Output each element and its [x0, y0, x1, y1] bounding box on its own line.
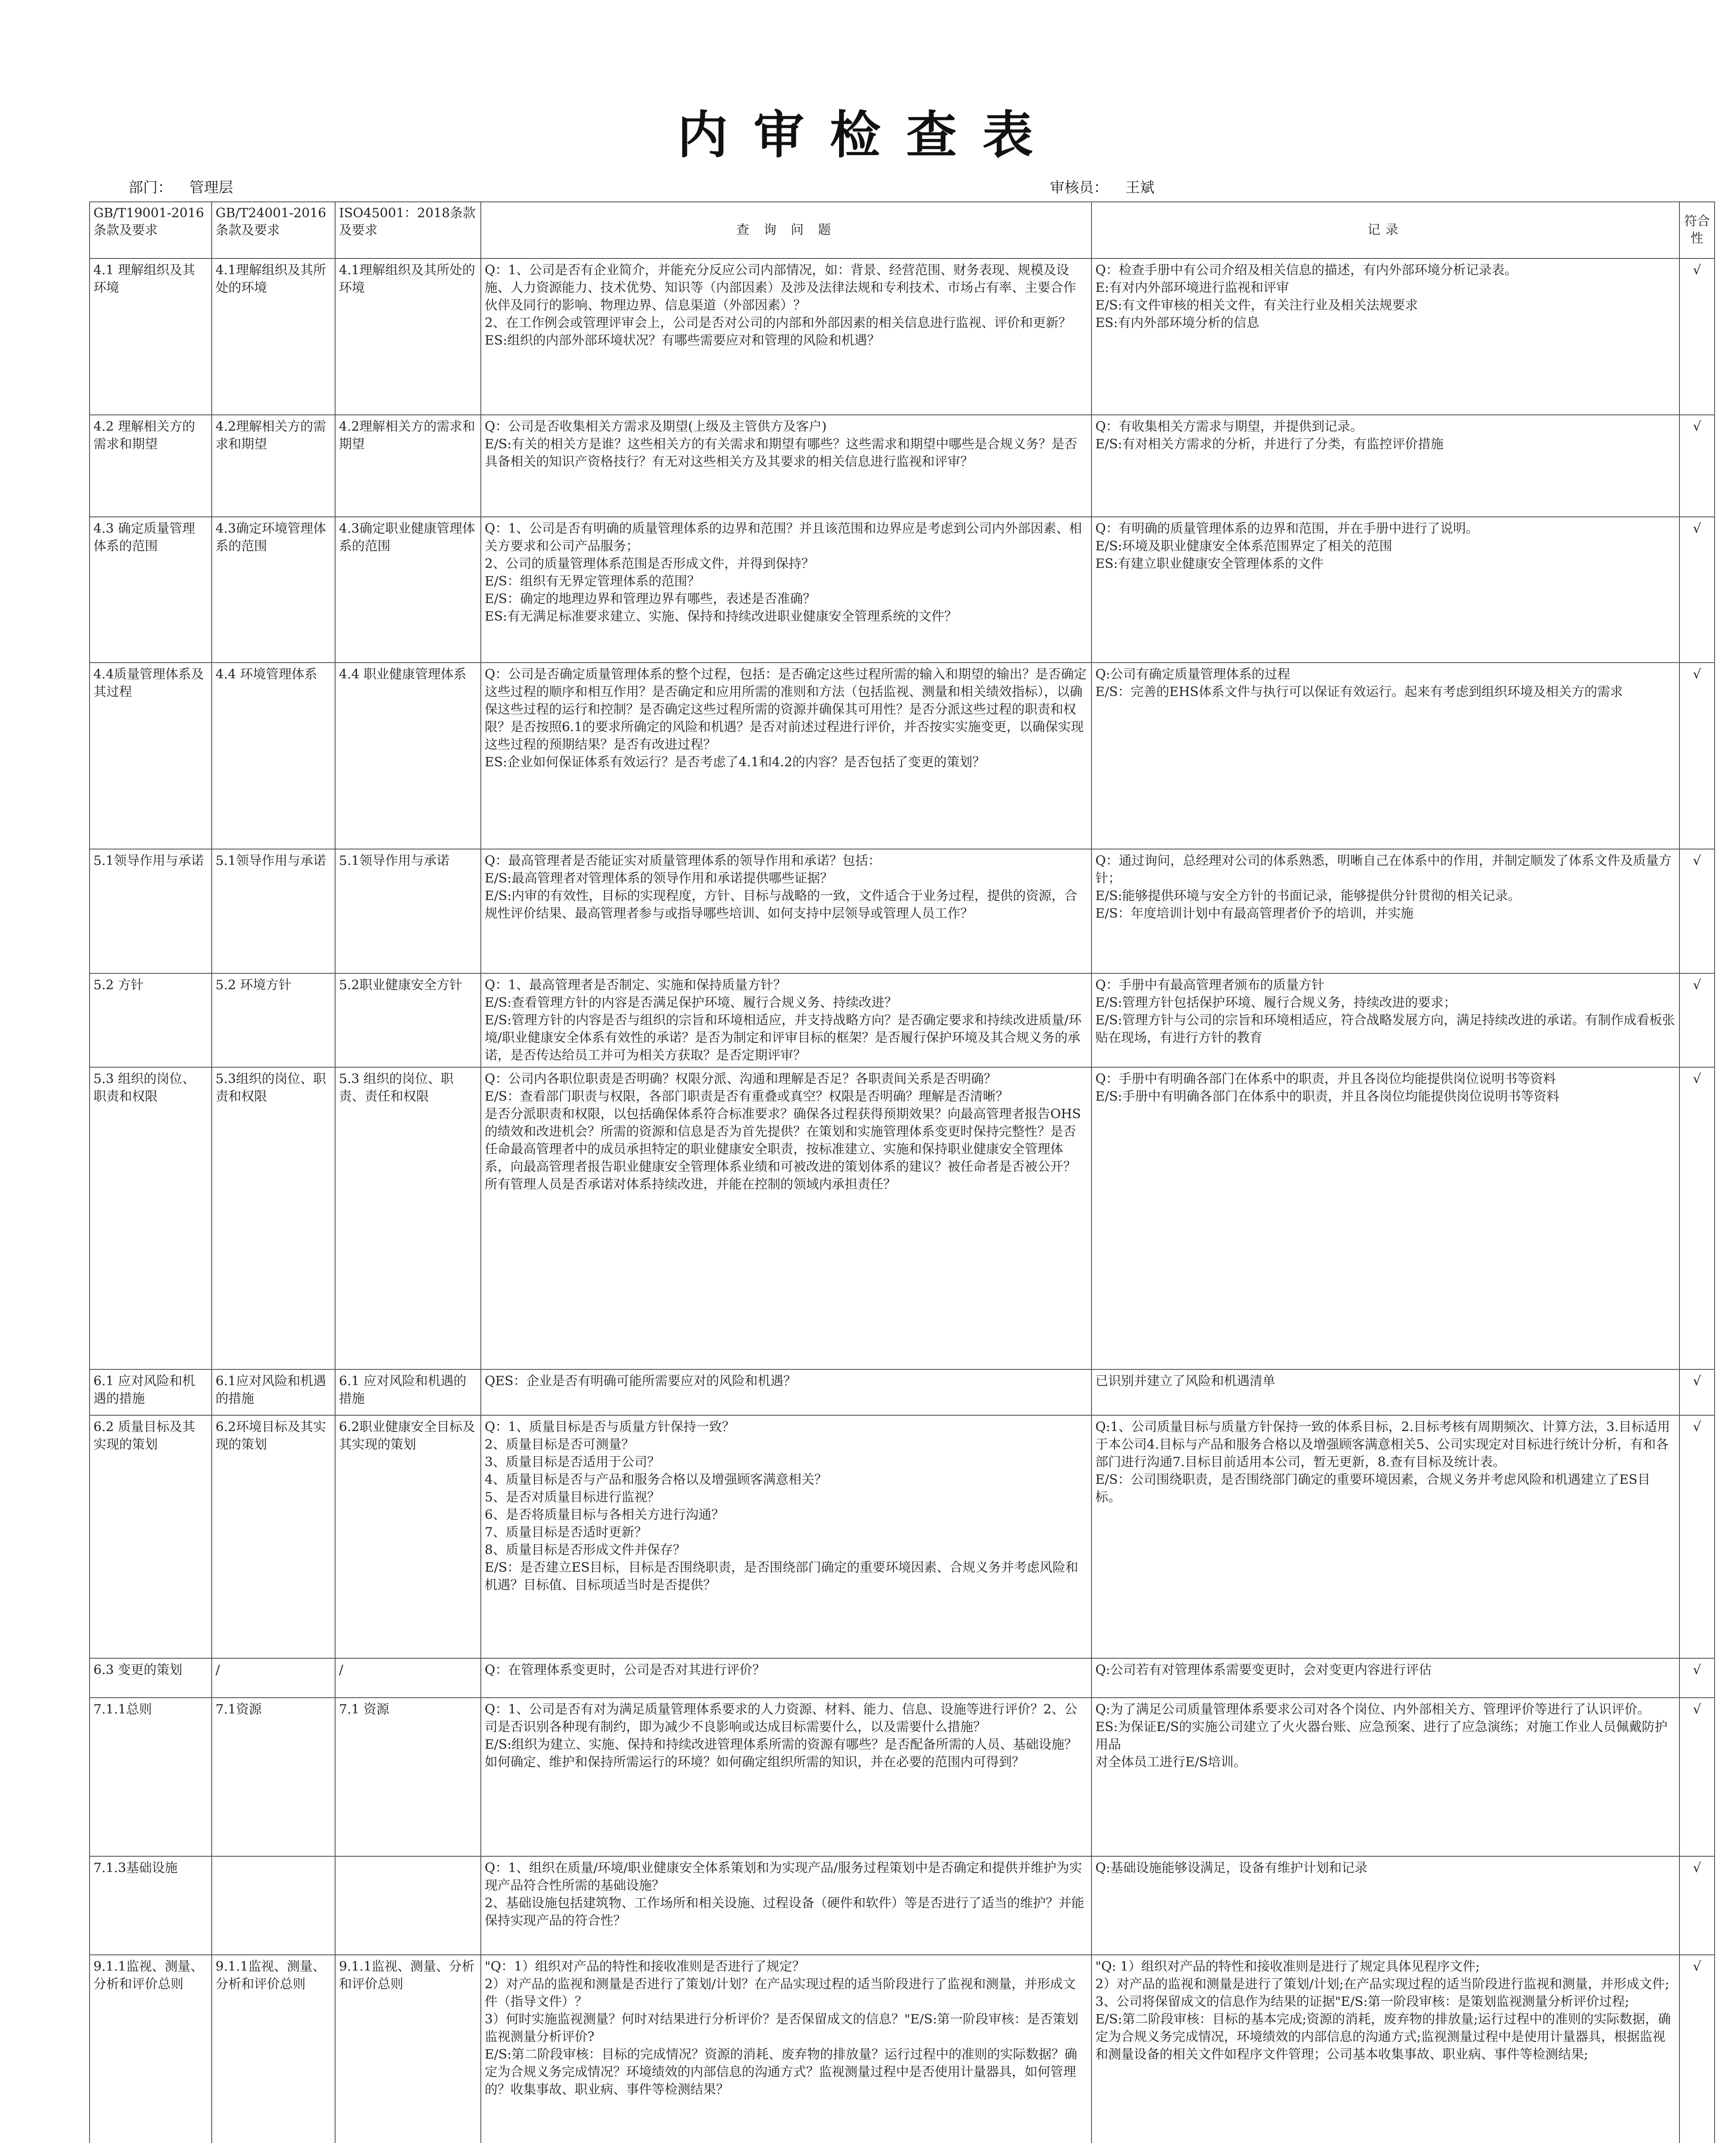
record-cell: Q：手册中有明确各部门在体系中的职责，并且各岗位均能提供岗位说明书等资料 E/S:手册中有明确各部门在体系中的职责，并且各岗位均能提供岗位说明书等资料 — [1091, 1067, 1679, 1369]
header-gb24001: GB/T24001-2016条款及要求 — [212, 202, 335, 258]
clause-gb19001: 7.1.3基础设施 — [90, 1856, 212, 1955]
header-conformity: 符合性 — [1679, 202, 1715, 258]
table-row — [90, 1067, 1715, 1369]
conformity-mark: √ — [1679, 517, 1715, 663]
audit-checklist-table — [89, 201, 1715, 2143]
record-cell: Q:公司有确定质量管理体系的过程 E/S：完善的EHS体系文件与执行可以保证有效运行。起来有考虑到组织环境及相关方的需求 — [1091, 663, 1679, 849]
conformity-mark: √ — [1679, 973, 1715, 1067]
header-gb19001: GB/T19001-2016条款及要求 — [90, 202, 212, 258]
conformity-mark: √ — [1679, 258, 1715, 415]
clause-gb24001: 6.2环境目标及其实现的策划 — [212, 1415, 335, 1658]
clause-iso45001: 5.1领导作用与承诺 — [335, 849, 481, 973]
clause-gb24001: 6.1应对风险和机遇的措施 — [212, 1369, 335, 1415]
clause-iso45001: 6.1 应对风险和机遇的措施 — [335, 1369, 481, 1415]
table-row — [90, 1658, 1715, 1698]
record-cell: Q：检查手册中有公司介绍及相关信息的描述，有内外部环境分析记录表。 E:有对内外部环境进行监视和评审 E/S:有文件审核的相关文件，有关注行业及相关法规要求 ES:有内外部环境分析的信息 — [1091, 258, 1679, 415]
clause-gb19001: 6.1 应对风险和机遇的措施 — [90, 1369, 212, 1415]
reviewer-info — [1050, 176, 1154, 197]
clause-iso45001: 6.2职业健康安全目标及其实现的策划 — [335, 1415, 481, 1658]
table-header-row — [90, 202, 1715, 258]
question-cell: Q：1、公司是否有企业简介，并能充分反应公司内部情况，如：背景、经营范围、财务表现、规模及设施、人力资源能力、技术优势、知识等（内部因素）及涉及法律法规和专利技术、市场占有率、主要合作伙伴及同行的影响、物理边界、信息渠道（外部因素）？ 2、在工作例会或管理评审会上，公司是否对公司的内部和外部因素的相关信息进行监视、评价和更新？ ES:组织的内部外部环境状况？有哪些需要应对和管理的风险和机遇？ — [481, 258, 1091, 415]
clause-iso45001: 5.3 组织的岗位、职责、责任和权限 — [335, 1067, 481, 1369]
clause-gb24001 — [212, 1856, 335, 1955]
clause-gb19001: 5.2 方针 — [90, 973, 212, 1067]
conformity-mark: √ — [1679, 1369, 1715, 1415]
clause-gb24001: 9.1.1监视、测量、分析和评价总则 — [212, 1955, 335, 2143]
question-cell: Q：1、组织在质量/环境/职业健康安全体系策划和为实现产品/服务过程策划中是否确定和提供并维护为实现产品符合性所需的基础设施？ 2、基础设施包括建筑物、工作场所和相关设施、过程设备（硬件和软件）等是否进行了适当的维护？并能保持实现产品的符合性？ — [481, 1856, 1091, 1955]
question-cell: Q：在管理体系变更时，公司是否对其进行评价？ — [481, 1658, 1091, 1698]
question-cell: Q：最高管理者是否能证实对质量管理体系的领导作用和承诺？包括： E/S:最高管理者对管理体系的领导作用和承诺提供哪些证据？ E/S:内审的有效性，目标的实现程度，方针、目标与战略的一致，文件适合于业务过程，提供的资源，合规性评价结果、最高管理者参与或指导哪些培训、如何支持中层领导或管理人员工作？ — [481, 849, 1091, 973]
question-cell: Q：1、最高管理者是否制定、实施和保持质量方针？ E/S:查看管理方针的内容是否满足保护环境、履行合规义务、持续改进？ E/S:管理方针的内容是否与组织的宗旨和环境相适应，并支持战略方向？是否确定要求和持续改进质量/环境/职业健康安全体系有效性的承诺？是否为制定和评审目标的框架？是否履行保护环境及其合规义务的承诺，是否传达给员工并可为相关方获取？是否定期评审？ — [481, 973, 1091, 1067]
clause-iso45001: / — [335, 1658, 481, 1698]
clause-iso45001: 9.1.1监视、测量、分析和评价总则 — [335, 1955, 481, 2143]
department-label: 部门： — [129, 179, 172, 196]
conformity-mark: √ — [1679, 1955, 1715, 2143]
table-row — [90, 849, 1715, 973]
clause-gb19001: 9.1.1监视、测量、分析和评价总则 — [90, 1955, 212, 2143]
question-cell: Q：公司内各职位职责是否明确？权限分派、沟通和理解是否足？各职责间关系是否明确？ E/S：查看部门职责与权限，各部门职责是否有重叠或真空？权限是否明确？理解是否清晰？ 是否分派职责和权限，以包括确保体系符合标准要求？确保各过程获得预期效果？向最高管理者报告OHS的绩效和改进机会？所需的资源和信息是否为首先提供？在策划和实施管理体系变更时保持完整性？是否任命最高管理者中的成员承担特定的职业健康安全职责，按标准建立、实施和保持职业健康安全管理体系，向最高管理者报告职业健康安全管理体系业绩和可被改进的策划体系的建议？被任命者是否被公开？所有管理人员是否承诺对体系持续改进，并能在控制的领域内承担责任？ — [481, 1067, 1091, 1369]
clause-iso45001: 5.2职业健康安全方针 — [335, 973, 481, 1067]
record-cell: Q：有收集相关方需求与期望，并提供到记录。 E/S:有对相关方需求的分析，并进行了分类，有监控评价措施 — [1091, 415, 1679, 517]
record-cell: "Q: 1）组织对产品的特性和接收准则是进行了规定具体见程序文件; 2）对产品的监视和测量是进行了策划/计划;在产品实现过程的适当阶段进行监视和测量，并形成文件;3、公司将保留成文的信息作为结果的证据"E/S:第一阶段审核：是策划监视测量分析评价过程; E/S:第二阶段审核：目标的基本完成;资源的消耗，废弃物的排放量;运行过程中的准则的实际数据，确定为合规义务完成情况，环境绩效的内部信息的沟通方式;监视测量过程中是使用计量器具，根据监视和测量设备的相关文件如程序文件管理；公司基本收集事故、职业病、事件等检测结果; — [1091, 1955, 1679, 2143]
record-cell: Q:基础设施能够设满足，设备有维护计划和记录 — [1091, 1856, 1679, 1955]
record-cell: Q：有明确的质量管理体系的边界和范围，并在手册中进行了说明。 E/S:环境及职业健康安全体系范围界定了相关的范围 ES:有建立职业健康安全管理体系的文件 — [1091, 517, 1679, 663]
clause-gb19001: 6.3 变更的策划 — [90, 1658, 212, 1698]
conformity-mark: √ — [1679, 1698, 1715, 1856]
question-cell: Q：1、公司是否有对为满足质量管理体系要求的人力资源、材料、能力、信息、设施等进行评价？2、公司是否识别各种现有制约，即为减少不良影响或达成目标需要什么，以及需要什么措施？ E/S:组织为建立、实施、保持和持续改进管理体系所需的资源有哪些？是否配备所需的人员、基础设施？如何确定、维护和保持所需运行的环境？如何确定组织所需的知识，并在必要的范围内可得到？ — [481, 1698, 1091, 1856]
conformity-mark: √ — [1679, 1415, 1715, 1658]
department-info — [129, 176, 233, 197]
reviewer-value: 王斌 — [1125, 179, 1154, 196]
question-cell: Q：公司是否收集相关方需求及期望(上级及主管供方及客户) E/S:有关的相关方是谁？这些相关方的有关需求和期望有哪些？这些需求和期望中哪些是合规义务？是否具备相关的知识产资格技行？有无对这些相关方及其要求的相关信息进行监视和评审？ — [481, 415, 1091, 517]
question-cell: QES：企业是否有明确可能所需要应对的风险和机遇？ — [481, 1369, 1091, 1415]
question-cell: Q：1、公司是否有明确的质量管理体系的边界和范围？并且该范围和边界应是考虑到公司内外部因素、相关方要求和公司产品服务； 2、公司的质量管理体系范围是否形成文件，并得到保持？ E/S：组织有无界定管理体系的范围？ E/S：确定的地理边界和管理边界有哪些，表述是否准确？ ES:有无满足标准要求建立、实施、保持和持续改进职业健康安全管理系统的文件？ — [481, 517, 1091, 663]
clause-iso45001: 4.2理解相关方的需求和期望 — [335, 415, 481, 517]
record-cell: Q：手册中有最高管理者颁布的质量方针 E/S:管理方针包括保护环境、履行合规义务，持续改进的要求； E/S:管理方针与公司的宗旨和环境相适应，符合战略发展方向，满足持续改进的承诺。有制作成看板张贴在现场，有进行方针的教育 — [1091, 973, 1679, 1067]
table-row — [90, 258, 1715, 415]
clause-gb24001: 5.3组织的岗位、职责和权限 — [212, 1067, 335, 1369]
clause-gb19001: 7.1.1总则 — [90, 1698, 212, 1856]
table-row — [90, 663, 1715, 849]
record-cell: Q:为了满足公司质量管理体系要求公司对各个岗位、内外部相关方、管理评价等进行了认识评价。 ES:为保证E/S的实施公司建立了火火器台账、应急预案、进行了应急演练；对施工作业人员佩戴防护用品 对全体员工进行E/S培训。 — [1091, 1698, 1679, 1856]
clause-gb19001: 5.3 组织的岗位、职责和权限 — [90, 1067, 212, 1369]
table-row — [90, 1955, 1715, 2143]
clause-iso45001: 4.1理解组织及其所处的环境 — [335, 258, 481, 415]
reviewer-label: 审核员： — [1050, 179, 1108, 196]
clause-gb24001: 4.4 环境管理体系 — [212, 663, 335, 849]
clause-iso45001: 4.4 职业健康管理体系 — [335, 663, 481, 849]
question-cell: Q：1、质量目标是否与质量方针保持一致？ 2、质量目标是否可测量？ 3、质量目标是否适用于公司？ 4、质量目标是否与产品和服务合格以及增强顾客满意相关？ 5、是否对质量目标进行监视？ 6、是否将质量目标与各相关方进行沟通？ 7、质量目标是否适时更新？ 8、质量目标是否形成文件并保存？ E/S：是否建立ES目标，目标是否围绕职责，是否围绕部门确定的重要环境因素、合规义务并考虑风险和机遇？目标值、目标项适当时是否提供？ — [481, 1415, 1091, 1658]
table-row — [90, 1698, 1715, 1856]
record-cell: Q：通过询问，总经理对公司的体系熟悉，明晰自己在体系中的作用，并制定顺发了体系文件及质量方针； E/S:能够提供环境与安全方针的书面记录，能够提供分针贯彻的相关记录。 E/S：年度培训计划中有最高管理者价予的培训，并实施 — [1091, 849, 1679, 973]
clause-gb19001: 4.1 理解组织及其环境 — [90, 258, 212, 415]
clause-gb24001: 7.1资源 — [212, 1698, 335, 1856]
clause-gb24001: 4.3确定环境管理体系的范围 — [212, 517, 335, 663]
conformity-mark: √ — [1679, 849, 1715, 973]
clause-gb19001: 4.4质量管理体系及其过程 — [90, 663, 212, 849]
table-row — [90, 1369, 1715, 1415]
clause-gb24001: 5.1领导作用与承诺 — [212, 849, 335, 973]
header-records: 记录 — [1091, 202, 1679, 258]
question-cell: Q：公司是否确定质量管理体系的整个过程，包括：是否确定这些过程所需的输入和期望的输出？是否确定这些过程的顺序和相互作用？是否确定和应用所需的准则和方法（包括监视、测量和相关绩效指标），以确保这些过程的运行和控制？是否确定这些过程所需的资源并确保其可用性？是否分派这些过程的职责和权限？是否按照6.1的要求所确定的风险和机遇？是否对前述过程进行评价，并否按实实施变更，以确保实现这些过程的预期结果？是否有改进过程？ ES:企业如何保证体系有效运行？是否考虑了4.1和4.2的内容？是否包括了变更的策划？ — [481, 663, 1091, 849]
clause-gb24001: 5.2 环境方针 — [212, 973, 335, 1067]
header-iso45001: ISO45001：2018条款及要求 — [335, 202, 481, 258]
table-row — [90, 973, 1715, 1067]
conformity-mark: √ — [1679, 1658, 1715, 1698]
record-cell: Q:1、公司质量目标与质量方针保持一致的体系目标，2.目标考核有周期频次、计算方法，3.目标适用于本公司4.目标与产品和服务合格以及增强顾客满意相关5、公司实现定对目标进行统计分析，有和各部门进行沟通7.目标目前适用本公司，暂无更新，8.查有目标及统计表。 E/S：公司围绕职责，是否围绕部门确定的重要环境因素，合规义务并考虑风险和机遇建立了ES目标。 — [1091, 1415, 1679, 1658]
record-cell: 已识别并建立了风险和机遇清单 — [1091, 1369, 1679, 1415]
conformity-mark: √ — [1679, 1067, 1715, 1369]
header-questions: 查 询 问 题 — [481, 202, 1091, 258]
clause-gb24001: 4.2理解相关方的需求和期望 — [212, 415, 335, 517]
clause-iso45001 — [335, 1856, 481, 1955]
clause-gb19001: 5.1领导作用与承诺 — [90, 849, 212, 973]
question-cell: "Q：1）组织对产品的特性和接收准则是否进行了规定？ 2）对产品的监视和测量是否进行了策划/计划？在产品实现过程的适当阶段进行了监视和测量，并形成文件（指导文件）？ 3）何时实施监视测量？何时对结果进行分析评价？是否保留成文的信息？"E/S:第一阶段审核：是否策划监视测量分析评价? E/S:第二阶段审核：目标的完成情况？资源的消耗、废弃物的排放量？运行过程中的准则的实际数据？确定为合规义务完成情况？环境绩效的内部信息的沟通方式？监视测量过程中是否使用计量器具，如何管理的？收集事故、职业病、事件等检测结果？ — [481, 1955, 1091, 2143]
clause-iso45001: 4.3确定职业健康管理体系的范围 — [335, 517, 481, 663]
clause-gb19001: 4.3 确定质量管理体系的范围 — [90, 517, 212, 663]
conformity-mark: √ — [1679, 415, 1715, 517]
clause-gb19001: 4.2 理解相关方的需求和期望 — [90, 415, 212, 517]
conformity-mark: √ — [1679, 1856, 1715, 1955]
table-row — [90, 1856, 1715, 1955]
table-row — [90, 517, 1715, 663]
clause-iso45001: 7.1 资源 — [335, 1698, 481, 1856]
clause-gb24001: / — [212, 1658, 335, 1698]
page-title: 内审检查表 — [677, 105, 1059, 165]
clause-gb19001: 6.2 质量目标及其实现的策划 — [90, 1415, 212, 1658]
department-value: 管理层 — [189, 179, 233, 196]
table-row — [90, 415, 1715, 517]
clause-gb24001: 4.1理解组织及其所处的环境 — [212, 258, 335, 415]
table-row — [90, 1415, 1715, 1658]
record-cell: Q:公司若有对管理体系需要变更时，会对变更内容进行评估 — [1091, 1658, 1679, 1698]
conformity-mark: √ — [1679, 663, 1715, 849]
